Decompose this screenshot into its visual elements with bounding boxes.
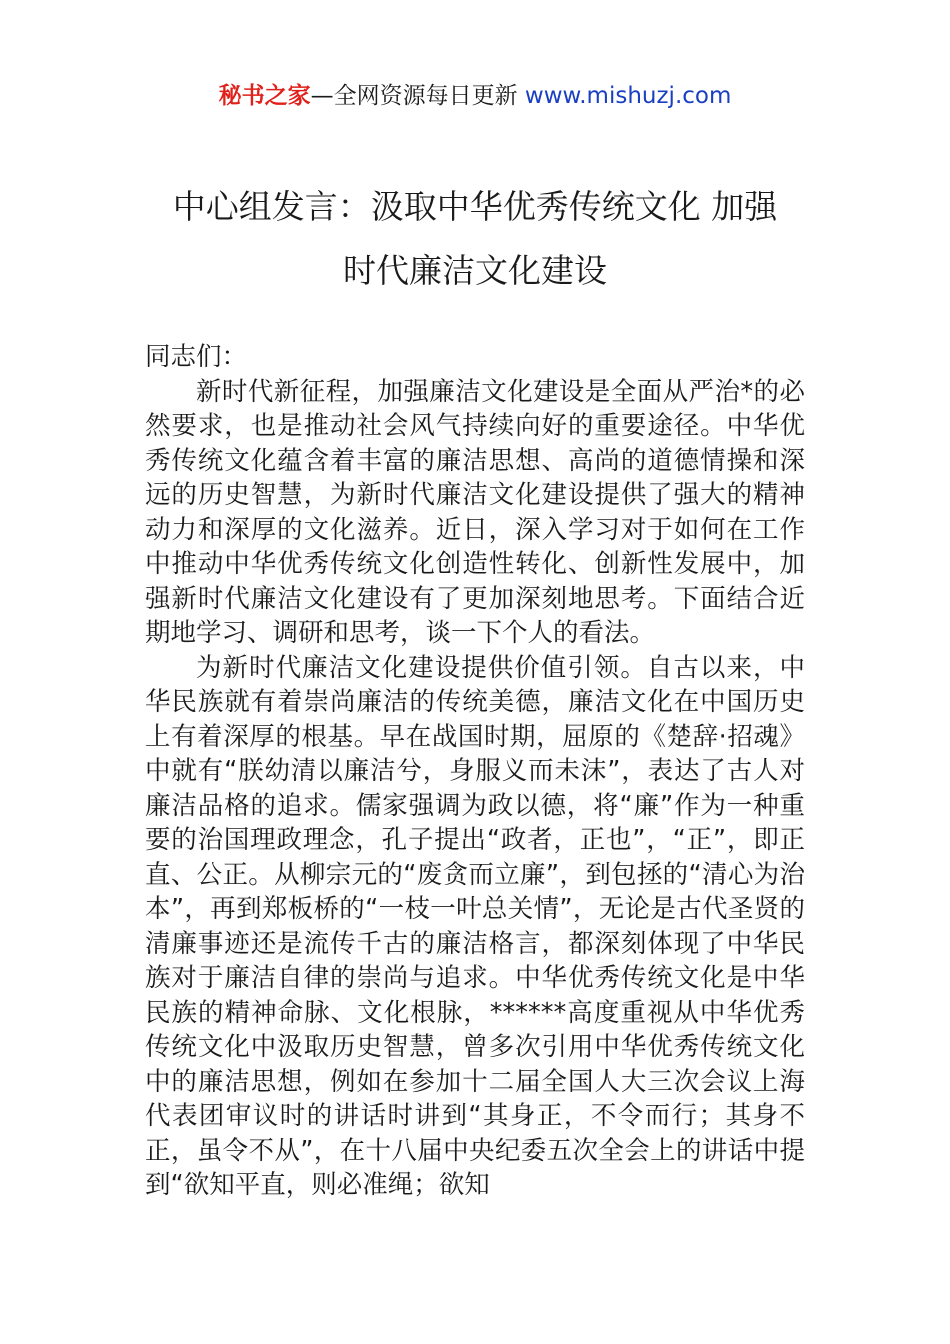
paragraph-1: 新时代新征程，加强廉洁文化建设是全面从严治*的必然要求，也是推动社会风气持续向好的重要途径。中华优秀传统文化蕴含着丰富的廉洁思想、高尚的道德情操和深远的历史智慧，为新时代廉洁文化建设提供了强大的精神动力和深厚的文化滋养。近日，深入学习对于如何在工作中推动中华优秀传统文化创造性转化、创新性发展中，加强新时代廉洁文化建设有了更加深刻地思考。下面结合近期地学习、调研和思考，谈一下个人的看法。 <box>145 376 805 648</box>
salutation: 同志们： <box>145 342 248 372</box>
banner-tagline: —全网资源每日更新 <box>310 83 525 109</box>
paragraph-2: 为新时代廉洁文化建设提供价值引领。自古以来，中华民族就有着崇尚廉洁的传统美德，廉洁文化在中国历史上有着深厚的根基。早在战国时期，屈原的《楚辞·招魂》中就有“朕幼清以廉洁兮，身服义而未沫”，表达了古人对廉洁品格的追求。儒家强调为政以德，将“廉”作为一种重要的治国理政理念，孔子提出“政者，正也”，“正”，即正直、公正。从柳宗元的“废贪而立廉”，到包拯的“清心为治本”，再到郑板桥的“一枝一叶总关情”，无论是古代圣贤的清廉事迹还是流传千古的廉洁格言，都深刻体现了中华民族对于廉洁自律的崇尚与追求。中华优秀传统文化是中华民族的精神命脉、文化根脉，******高度重视从中华优秀传统文化中汲取历史智慧，曾多次引用中华优秀传统文化中的廉洁思想，例如在参加十二届全国人大三次会议上海代表团审议时的讲话时讲到“其身正，不令而行；其身不正，虽令不从”，在十八届中央纪委五次全会上的讲话中提到“欲知平直，则必准绳；欲知 <box>145 652 805 1200</box>
document-title <box>100 175 850 303</box>
site-banner <box>0 80 950 112</box>
document-body <box>145 340 805 1203</box>
brand-name: 秘书之家 <box>218 83 311 109</box>
title-line-2: 时代廉洁文化建设 <box>343 251 607 290</box>
site-url-link[interactable]: www.mishuzj.com <box>524 83 732 109</box>
title-line-1: 中心组发言：汲取中华优秀传统文化 加强 <box>172 187 778 226</box>
